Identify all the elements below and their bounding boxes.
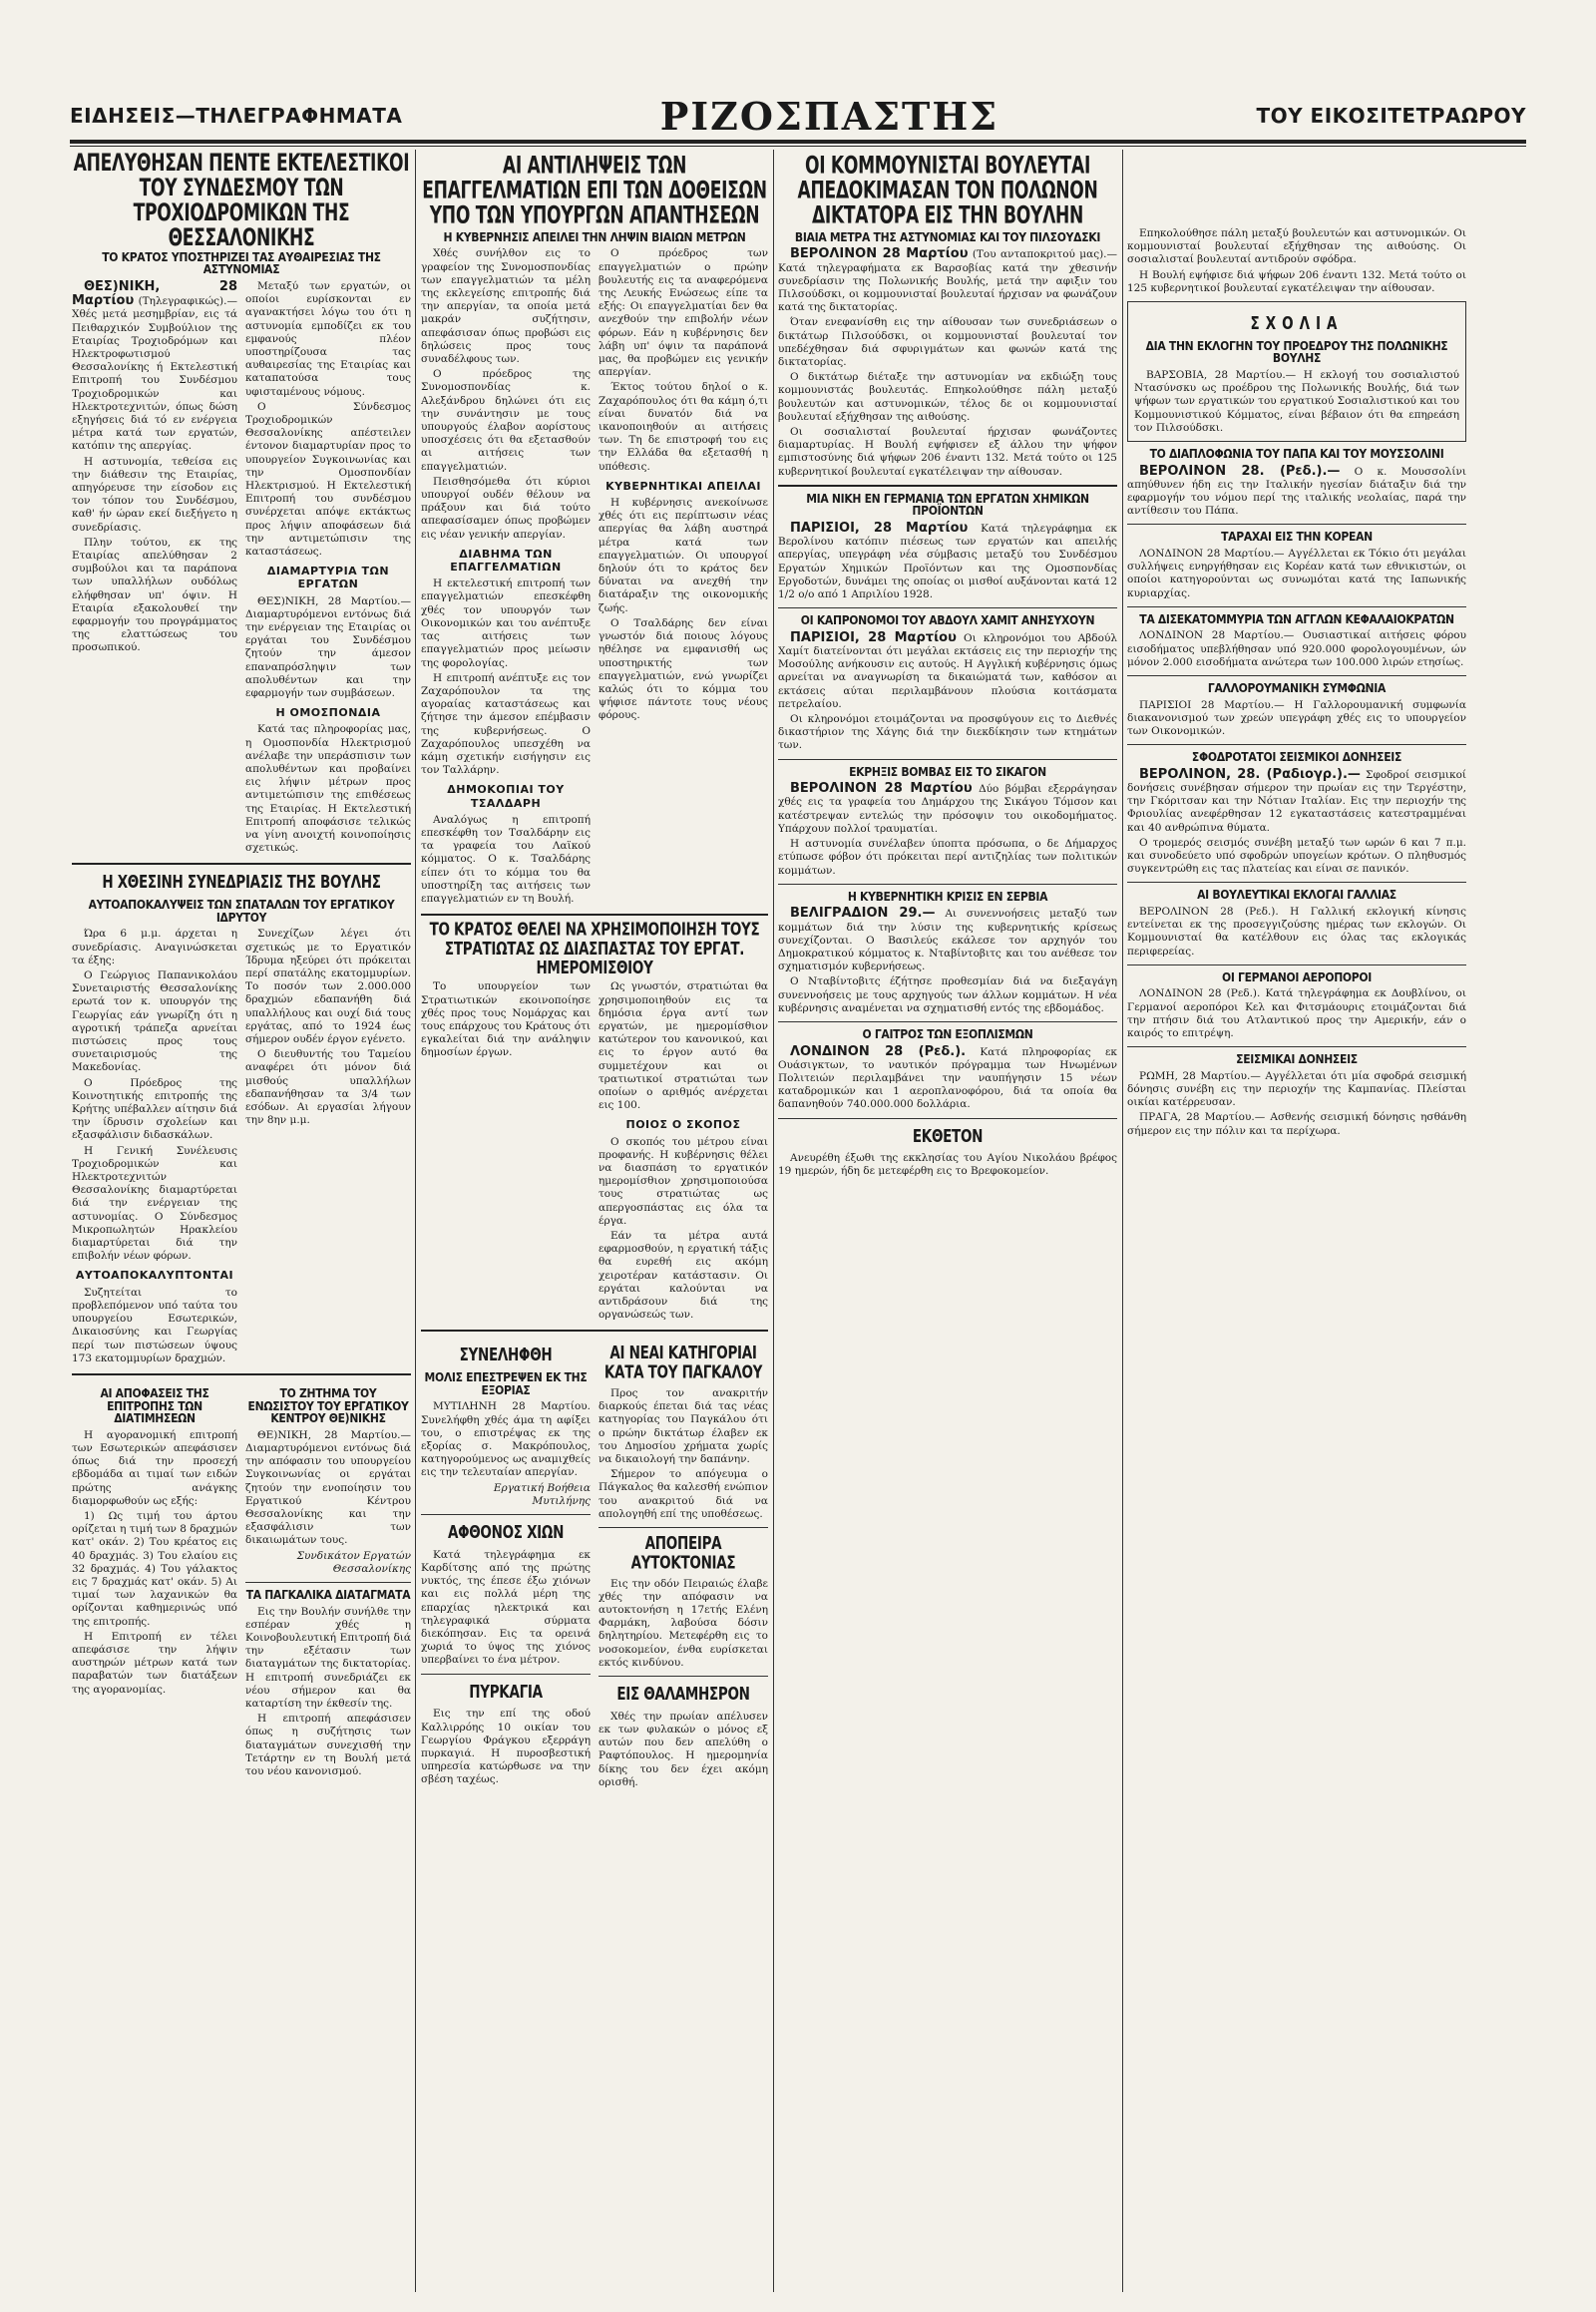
subheadline-labour-institute: ΑΥΤΟΑΠΟΚΑΛΥΨΕΙΣ ΤΩΝ ΣΠΑΤΑΛΩΝ ΤΟΥ ΕΡΓΑΤΙΚΟΥ ΙΔΡΥΤΟΥ (88, 898, 395, 925)
divider (778, 759, 1117, 760)
paragraph: Η εκτελεστική επιτροπή των επαγγελματιών επεσκέφθη χθές τον υπουργόν των Οικονομικών και του ανέπτυξε τας αιτήσεις των επαγγελματιών προς μείωσιν της φορολογίας. (421, 578, 591, 669)
paragraph: ΒΑΡΣΟΒΙΑ, 28 Μαρτίου.— Η εκλογή του σοσιαλιστού Ντασύνσκυ ως προέδρου της Πολωνικής Βουλής, διά των ψήφων των εργατικών του εργατικού Σοσιαλιστικού και του Κομμουνιστικού Κόμματος, είναι βέβαιον ότι θα επηρεάση τον Πιλσούδσκι. (1134, 368, 1459, 434)
headline-pope-mussolini: ΤΟ ΔΙΑΠΛΟΦΩΝΙΑ ΤΟΥ ΠΑΠΑ ΚΑΙ ΤΟΥ ΜΟΥΣΣΟΛΙΝΙ (1149, 446, 1444, 461)
divider (421, 914, 768, 916)
paragraph: ΘΕ)ΝΙΚΗ, 28 Μαρτίου.— Διαμαρτυρόμενοι εντόνως διά την απόφασιν του υπουργείου Συγκοινωνίας οι εργάται ζητούν την ενοποίησιν του Εργατικού Κέντρου Θεσσαλονίκης και την εξασφάλισιν των δικαιωμάτων τους. (245, 1428, 411, 1547)
paragraph: ΡΩΜΗ, 28 Μαρτίου.— Αγγέλλεται ότι μία σφοδρά σεισμική δόνησις συνέβη εις την περιοχήν της Καμπανίας. Πλείσται οικίαι κατέρρευσαν. (1127, 1069, 1466, 1109)
subheading-self-revealed: ΑΥΤΟΑΠΟΚΑΛΥΠΤΟΝΤΑΙ (75, 1269, 234, 1283)
divider (1127, 964, 1466, 965)
headline-comments: ΣΧΟΛΙΑ (1250, 312, 1344, 334)
paragraph: Ο πρόεδρος της Συνομοσπονδίας κ. Αλεξάνδρου δηλώνει ότι εις την συνάντησιν με τους υπουργούς έλαβον αορίστους υποσχέσεις ότι θα εξετασθούν αι αιτήσεις των επαγγελματιών. (421, 368, 591, 473)
paragraph: Σφοδροί σεισμικοί δονήσεις συνέβησαν σήμερον την πρωίαν εις την Τεργέστην, την Γκόριτσαν και την Νότιαν Ιταλίαν. Εις την περιοχήν της Φριουλίας ανεφέρθησαν 12 εγκαταστάσεις κατεστραμμέναι και 40 ανθρώπινα θύματα. (1127, 768, 1466, 834)
column-4 (1127, 150, 1466, 2292)
section-title-right: ΤΟΥ ΕΙΚΟΣΙΤΕΤΡΑΩΡΟΥ (1256, 104, 1526, 128)
headline-labour-centre: ΤΟ ΖΗΤΗΜΑ ΤΟΥ ΕΝΩΣΙΣΤΟΥ ΤΟΥ ΕΡΓΑΤΙΚΟΥ ΚΕΝΤΡΟΥ ΘΕ)ΝΙΚΗΣ (247, 1385, 409, 1426)
divider (1127, 1046, 1466, 1047)
headline-price-committee: ΑΙ ΑΠΟΦΑΣΕΙΣ ΤΗΣ ΕΠΙΤΡΟΠΗΣ ΤΩΝ ΔΙΑΤΙΜΗΣΕΩΝ (100, 1385, 209, 1426)
paragraph: Η επιτροπή ανέπτυξε εις τον Ζαχαρόπουλον τα της αγοραίας καταστάσεως και ζήτησε την άμεσον επέμβασιν της κυβερνήσεως. Ο Ζαχαρόπουλος υπεσχέθη να κάμη σχετικήν εισήγησιν εις τον Ταλλάρην. (421, 671, 591, 777)
article-professionals-body (421, 247, 768, 908)
paragraph: ΒΕΡΟΛΙΝΟΝ 28 (Ρεδ.). Η Γαλλική εκλογική κίνησις εντείνεται εκ της προσεγγιζούσης ημέρας των εκλογών. Οι Κομμουνισταί θα κατέλθουν εις όλας τας εκλογικάς περιφερείας. (1127, 906, 1466, 958)
paragraph: Η επιτροπή απεφάσισεν όπως η συζήτησις των διαταγμάτων συνεχισθή την Τετάρτην εν τη Βουλή μετά του νέου κανονισμού. (245, 1713, 411, 1777)
paragraph: Ο Σύνδεσμος Τροχιοδρομικών Θεσσαλονίκης απέστειλεν έντονον διαμαρτυρίαν προς το υπουργείον Συγκοινωνίας και την Ομοσπονδίαν Ηλεκτρισμού. Η Εκτελεστική Επιτροπή του συνδέσμου συνέρχεται απόψε εκτάκτως προς λήψιν αποφάσεων διά την αντιμετώπισιν της καταστάσεως. (245, 400, 411, 558)
paragraph: Πεισθησόμεθα ότι κύριοι υπουργοί ουδέν θέλουν να πράξουν και διά τούτο απεφασίσαμεν όπως προβώμεν εις νέαν γενικήν απεργίαν. (421, 475, 591, 541)
paragraph: Ο δικτάτωρ διέταξε την αστυνομίαν να εκδιώξη τους κομμουνιστάς βουλευτάς. Επηκολούθησε πάλη μεταξύ βουλευτών και αστυνομικών, τέλος δε οι κομμουνισταί βουλευταί εξήχθησαν της αιθούσης. (778, 371, 1117, 423)
subheadline-police-arbitrariness: ΤΟ ΚΡΑΤΟΣ ΥΠΟΣΤΗΡΙΖΕΙ ΤΑΣ ΑΥΘΑΙΡΕΣΙΑΣ ΤΗΣ ΑΣΤΥΝΟΜΙΑΣ (102, 249, 381, 277)
paragraph: Αι συνεννοήσεις μεταξύ των κομμάτων διά την λύσιν της κυβερνητικής κρίσεως συνεχίζονται. Ο Βασιλεύς εκάλεσε τον αρχηγόν του Δημοκρατικού κόμματος κ. Νταβίντοβιτς και του ανέθεσε τον σχηματισμόν κυβερνήσεως. (778, 908, 1117, 973)
subheadline-pilsudski: ΒΙΑΙΑ ΜΕΤΡΑ ΤΗΣ ΑΣΤΥΝΟΜΙΑΣ ΚΑΙ ΤΟΥ ΠΙΛΣΟΥΔΣΚΙ (794, 229, 1101, 244)
headline-chicago-bomb: ΕΚΡΗΞΙΣ ΒΟΜΒΑΣ ΕΙΣ ΤΟ ΣΙΚΑΓΟΝ (849, 764, 1046, 779)
paragraph: Επηκολούθησε πάλη μεταξύ βουλευτών και αστυνομικών. Οι κομμουνισταί βουλευταί εξήχθησαν της αιθούσης. Οι σοσιαλισταί βουλευταί αντιδρούν σφόδρα. (1127, 227, 1466, 266)
headline-polish-dictator: ΟΙ ΚΟΜΜΟΥΝΙΣΤΑΙ ΒΟΥΛΕΥΤΑΙ ΑΠΕΔΟΚΙΜΑΣΑΝ ΤΟΝ ΠΟΛΩΝΟΝ ΔΙΚΤΑΤΟΡΑ ΕΙΣ ΤΗΝ ΒΟΥΛΗΝ (797, 152, 1098, 229)
paragraph: Η αγορανομική επιτροπή των Εσωτερικών απεφάσισεν όπως διά την προσεχή εβδομάδα αι τιμαί των ειδών πρώτης ανάγκης διαμορφωθούν ως εξής: (72, 1428, 237, 1507)
column-divider (773, 150, 774, 2292)
divider (421, 1514, 591, 1515)
masthead-rule (70, 140, 1526, 144)
paragraph: ΠΑΡΙΣΙΟΙ 28 Μαρτίου.— Η Γαλλορουμανική συμφωνία διακανονισμού των χρεών υπεγράφη χθές εις το υπουργείον των Οικονομικών. (1127, 698, 1466, 737)
subheadline-returned-exile: ΜΟΛΙΣ ΕΠΕΣΤΡΕΨΕΝ ΕΚ ΤΗΣ ΕΞΟΡΙΑΣ (424, 1370, 588, 1397)
paragraph: Οι σοσιαλισταί βουλευταί ήρχισαν φωνάζοντες διαμαρτυρίας. Η Βουλή εψήφισεν εξ άλλου την ψήφον εμπιστοσύνης διά ψήφων 206 έναντι 132. Μετά τούτο οι 125 κυβερνητικοί βουλευταί εγκατέλειψαν την αίθουσαν. (778, 426, 1117, 478)
divider (1127, 744, 1466, 745)
spacer (1127, 150, 1466, 227)
dateline: ΠΑΡΙΣΙΟΙ, 28 Μαρτίου (790, 629, 957, 645)
article-trolley-body (72, 280, 411, 858)
headline-fire: ΠΥΡΚΑΓΙΑ (469, 1680, 543, 1703)
paragraph: Οι κληρονόμοι του Αβδούλ Χαμίτ διατείνονται ότι μεγάλαι εκτάσεις εις την περιοχήν της Μοσούλης ανήκουσιν εις αυτούς. Η Αγγλική κυβέρνησις όμως αρνείται να αναγνωρίση τα δικαιώματά των, καθόσον αι εκτάσεις αύται περιλαμβάνουν πλούσια κοιτάσματα πετρελαίου. (778, 631, 1117, 710)
headline-franco-romanian: ΓΑΛΛΟΡΟΥΜΑΝΙΚΗ ΣΥΜΦΩΝΙΑ (1207, 680, 1387, 695)
headline-foundling: ΕΚΘΕΤΟΝ (912, 1124, 984, 1147)
headline-pangalos-decrees: ΤΑ ΠΑΓΚΑΛΙΚΑ ΔΙΑΤΑΓΜΑΤΑ (245, 1587, 411, 1602)
masthead (70, 93, 1526, 139)
paragraph: Εάν τα μέτρα αυτά εφαρμοσθούν, η εργατική τάξις θα ευρεθή εις ακόμη χειροτέραν κατάστασιν. Οι εργάται καλούνται να αντιδράσουν διά της οργανώσεώς των. (598, 1230, 768, 1322)
paragraph: Ο πρόεδρος των επαγγελματιών ο πρώην βουλευτής εις τα αναφερόμενα της Λευκής Ενώσεως είπε τα εξής: Οι επαγγελματίαι δεν θα ανεχθούν την επιβολήν νέων φόρων. Εάν η κυβέρνησις δεν λάβη υπ' όψιν τα παράπονά μας, θα προβώμεν εις γενικήν απεργίαν. (598, 247, 768, 379)
paragraph: Δύο βόμβαι εξερράγησαν χθές εις τα γραφεία του Δημάρχου της Σικάγου Τόμσον και κατέστρεψαν εντελώς την πρόσοψιν του οικοδομήματος. Υπάρχουν πολλοί τραυματίαι. (778, 783, 1117, 835)
dateline: ΠΑΡΙΣΙΟΙ, 28 Μαρτίου (790, 521, 969, 537)
column-1 (72, 150, 411, 2292)
paragraph: Αναλόγως η επιτροπή επεσκέφθη τον Τσαλδάρην εις τα γραφεία του Λαϊκού κόμματος. Ο κ. Τσαλδάρης είπεν ότι το κόμμα του θα υποστηρίξη τας αιτήσεις των επαγγελματιών εν τη Βουλή. (421, 813, 591, 905)
divider (245, 1582, 411, 1583)
headline-korea-unrest: ΤΑΡΑΧΑΙ ΕΙΣ ΤΗΝ ΚΟΡΕΑΝ (1221, 530, 1373, 545)
subheading-federation: Η ΟΜΟΣΠΟΝΔΙΑ (275, 706, 381, 720)
paragraph: ΘΕΣ)ΝΙΚΗ, 28 Μαρτίου.— Διαμαρτυρόμενοι εντόνως διά την ενέργειαν της Εταιρίας οι εργάται του Συνδέσμου ζητούν την άμεσον επαναπρόσληψιν των απολυθέντων και την εφαρμογήν των συμβάσεων. (245, 594, 411, 700)
paragraph: Η Γενική Συνέλευσις Τροχιοδρομικών και Ηλεκτροτεχνιτών Θεσσαλονίκης διαμαρτύρεται διά την ενέργειαν της αστυνομίας. Ο Σύνδεσμος Μικροπωλητών Ηρακλείου διαμαρτύρεται διά την επιβολήν νέων φόρων. (72, 1144, 237, 1263)
divider (72, 863, 411, 865)
divider (778, 485, 1117, 487)
paragraph: Κατά πληροφορίας εκ Ουάσιγκτων, το ναυτικόν πρόγραμμα των Ηνωμένων Πολιτειών περιλαμβάνει την ναυπήγησιν 15 νέων καταδρομικών και 1 αεροπλανοφόρου, διά τα οποία θα δαπανηθούν 740.000.000 δολλάρια. (778, 1045, 1117, 1111)
paragraph: 1) Ως τιμή του άρτου ορίζεται η τιμή των 8 δραχμών κατ' οκάν. 2) Του κρέατος εις 40 δραχμάς. 3) Του ελαίου εις 32 δραχμάς. 4) Του γάλακτος εις 7 δραχμάς κατ' οκάν. 5) Αι τιμαί των λαχανικών θα ορίζονται καθημερινώς υπό της επιτροπής. (72, 1509, 237, 1628)
dateline: ΒΕΡΟΛΙΝΟΝ 28. (Ρεδ.).— (1139, 463, 1341, 479)
dateline: ΘΕΣ)ΝΙΚΗ, 28 Μαρτίου (72, 279, 237, 309)
paragraph: Οι κληρονόμοι ετοιμάζονται να προσφύγουν εις το Διεθνές δικαστήριον της Χάγης διά την διεκδίκησιν των κτημάτων των. (778, 713, 1117, 752)
paragraph: Ο κ. Μουσσολίνι απηύθυνεν ήδη εις την Ιταλικήν ηγεσίαν διάταξιν διά την εφαρμογήν του νόμου περί της ιταλικής νεολαίας, παρά την αντίθεσιν του Πάπα. (1127, 465, 1466, 518)
column-divider (1122, 150, 1123, 2292)
masthead-rule-thin (70, 146, 1526, 147)
headline-german-aviators: ΟΙ ΓΕΡΜΑΝΟΙ ΑΕΡΟΠΟΡΟΙ (1221, 969, 1373, 984)
column-2 (421, 150, 768, 2292)
divider (1127, 882, 1466, 883)
dateline: ΒΕΡΟΛΙΝΟΝ 28 Μαρτίου (790, 246, 969, 262)
divider (778, 607, 1117, 608)
headline-french-elections: ΑΙ ΒΟΥΛΕΥΤΙΚΑΙ ΕΚΛΟΓΑΙ ΓΑΛΛΙΑΣ (1197, 888, 1396, 903)
headline-seismic-shocks: ΣΕΙΣΜΙΚΑΙ ΔΟΝΗΣΕΙΣ (1236, 1052, 1358, 1067)
paragraph: Ανευρέθη έξωθι της εκκλησίας του Αγίου Νικολάου βρέφος 19 ημερών, ήδη δε μετεφέρθη εις το Βρεφοκομείον. (778, 1152, 1117, 1178)
divider (598, 1527, 768, 1528)
paragraph: Εις την επί της οδού Καλλιρρόης 10 οικίαν του Γεωργίου Φράγκου εξερράγη πυρκαγιά. Η πυροσβεστική υπηρεσία κατώρθωσε να την σβέση ταχέως. (421, 1708, 591, 1786)
paragraph: Ο σκοπός του μέτρου είναι προφανής. Η κυβέρνησις θέλει να διασπάση το εργατικόν ημερομίσθιον χρησιμοποιούσα τους στρατιώτας ως απεργοσπάστας εις όλα τα έργα. (598, 1135, 768, 1227)
dateline: ΒΕΛΙΓΡΑΔΙΟΝ 29.— (790, 906, 936, 922)
paragraph: Κατά τηλεγράφημα εκ Βερολίνου κατόπιν πιέσεως των εργατών και απειλής απεργίας, υπεγράφη νέα σύμβασις μεταξύ του Συνδέσμου Εργατών Χημικών Προϊόντων και της Ομοσπονδίας Εργοδοτών, δυνάμει της οποίας οι μισθοί αυξάνονται κατά 12 1/2 ο/ο από 1 Απριλίου 1928. (778, 523, 1117, 601)
paragraph: Πλην τούτου, εκ της Εταιρίας απελύθησαν 2 συμβούλοι και τα παράπονα των υπαλλήλων ουδόλως ελήφθησαν υπ' όψιν. Η Εταιρία εξακολουθεί την εφαρμογήν του προγράμματος της ελαττώσεως του προσωπικού. (72, 536, 237, 654)
divider (421, 1330, 768, 1332)
headline-serbia-crisis: Η ΚΥΒΕΡΝΗΤΙΚΗ ΚΡΙΣΙΣ ΕΝ ΣΕΡΒΙΑ (847, 889, 1048, 904)
headline-suicide-attempt: ΑΠΟΠΕΙΡΑ ΑΥΤΟΚΤΟΝΙΑΣ (630, 1532, 736, 1573)
headline-arrested: ΣΥΝΕΛΗΦΘΗ (459, 1344, 553, 1366)
paragraph: Κατά τηλεγράφημα εκ Καρδίτσης από της πρώτης νυκτός, της έπεσε έξω χιόνων και εις πολλά μέρη της επαρχίας ηλεκτρικά και τηλεγραφικά σύρματα διεκόπησαν. Εις τα ορεινά χωριά το ύψος της χιόνος υπερβαίνει το ένα μέτρον. (421, 1548, 591, 1667)
divider (1127, 524, 1466, 525)
subheading-tsaldaris: ΔΗΜΟΚΟΠΙΑΙ ΤΟΥ ΤΣΑΛΔΑΡΗ (447, 783, 565, 810)
paragraph: Συζητείται το προβλεπόμενον υπό ταύτα του υπουργείου Εσωτερικών, Δικαιοσύνης και Γεωργίας περί των πιστώσεων ύψους 173 εκατομμυρίων δραχμών. (72, 1286, 237, 1364)
subheading-professionals-step: ΔΙΑΒΗΜΑ ΤΩΝ ΕΠΑΓΓΕΛΜΑΤΙΩΝ (450, 547, 562, 575)
paragraph: Ο Τσαλδάρης δεν είναι γνωστόν διά ποιους λόγους ηθέλησε να εμφανισθή ως υποστηρικτής των επαγγελματιών, ενώ γνωρίζει καλώς ότι το κόμμα του ψήφισε πάντοτε τους νέους φόρους. (598, 616, 768, 722)
paragraph: Έκτος τούτου δηλοί ο κ. Ζαχαρόπουλος ότι θα κάμη ό,τι είναι δυνατόν διά να ικανοποιηθούν αι αιτήσεις των. Τη δε επιστροφή του εις την Ελλάδα θα εξετασθή η υπόθεσις. (598, 381, 768, 473)
headline-british-capitalists: ΤΑ ΔΙΣΕΚΑΤΟΜΜΥΡΙΑ ΤΩΝ ΑΓΓΛΩΝ ΚΕΦΑΛΑΙΟΚΡΑΤΩΝ (1139, 611, 1454, 626)
headline-parliament-session: Η ΧΘΕΣΙΝΗ ΣΥΝΕΔΡΙΑΣΙΣ ΤΗΣ ΒΟΥΛΗΣ (102, 871, 381, 894)
paragraph: ΠΡΑΓΑ, 28 Μαρτίου.— Ασθενής σεισμική δόνησις ησθάνθη σήμερον εις την πόλιν και τα περίχωρα. (1127, 1111, 1466, 1137)
bottom-articles-col1 (72, 1381, 411, 1780)
signature: Εργατική Βοήθεια Μυτιλήνης (493, 1481, 591, 1507)
paragraph: Η κυβέρνησις ανεκοίνωσε χθές ότι εις περίπτωσιν νέας απεργίας θα λάβη αυστηρά μέτρα κατά των επαγγελματιών. Οι υπουργοί δηλούν ότι το κράτος δεν δύναται να ανεχθή την διατάραξιν της οικονομικής ζωής. (598, 497, 768, 614)
comments-box (1127, 301, 1466, 442)
paragraph: Ο διευθυντής του Ταμείου αναφέρει ότι μόνον διά μισθούς υπαλλήλων εδαπανήθησαν τα 3/4 των εσόδων. Αι εργασίαι λήγουν την 8ην μ.μ. (245, 1048, 411, 1127)
divider (421, 1674, 591, 1675)
subheading-workers-protest: ΔΙΑΜΑΡΤΥΡΙΑ ΤΩΝ ΕΡΓΑΤΩΝ (266, 565, 390, 591)
paragraph: Μεταξύ των εργατών, οι οποίοι ευρίσκονται εν αγανακτήσει λόγω του ότι η αστυνομία εμποδίζει εκ του εμφανούς πλέον υποστηρίζουσα τας αυθαιρεσίας της Εταιρίας και καταπατούσα τους υφισταμένους νόμους. (245, 279, 411, 398)
paragraph: Ο τρομερός σεισμός συνέβη μεταξύ των ωρών 6 και 7 π.μ. και συνοδεύετο υπό σφοδρών υπογείων κρότων. Ο πληθυσμός συγκεντρώθη εις τας πλατείας και είναι σε πανικόν. (1127, 836, 1466, 876)
paragraph: Εις την οδόν Πειραιώς έλαβε χθές την απόφασιν να αυτοκτονήση η 17ετής Ελένη Φαρμάκη, λαβούσα δόσιν δηλητηρίου. Μετεφέρθη εις το νοσοκομείον, ένθα ευρίσκεται εκτός κινδύνου. (598, 1577, 768, 1669)
paragraph: Συνεχίζων λέγει ότι σχετικώς με το Εργατικόν Ίδρυμα ηξεύρει ότι πρόκειται περί σπατάλης εκατομμυρίων. Το ποσόν των 2.000.000 δραχμών εδαπανήθη διά υπαλλήλους και ουχί διά τους εργάτας, από το 1924 έως σήμερον ουδέν έργον εγένετο. (245, 928, 411, 1046)
subheadline-government-threat: Η ΚΥΒΕΡΝΗΣΙΣ ΑΠΕΙΛΕΙ ΤΗΝ ΛΗΨΙΝ ΒΙΑΙΩΝ ΜΕΤΡΩΝ (443, 229, 746, 244)
paragraph: Ο Νταβίντοβιτς έζήτησε προθεσμίαν διά να διεξαγάγη συνεννοήσεις με τους αρχηγούς των άλλων κομμάτων. Η νέα κυβέρνησις αναμένεται να σχηματισθή εντός της εβδομάδος. (778, 975, 1117, 1014)
paragraph: Κατά τας πληροφορίας μας, η Ομοσπονδία Ηλεκτρισμού ανέλαβε την υπεράσπισιν των απολυθέντων και προβαίνει εις λήψιν μέτρων προς αντιμετώπισιν της επιθέσεως της Εταιρίας. Η Εκτελεστική Επιτροπή αποφάσισε τελικώς να γίνη ανοιχτή κοινοποίησις σχετικώς. (245, 723, 411, 855)
paragraph: Ο Γεώργιος Παπανικολάου Συνεταιριστής Θεσσαλονίκης ερωτά τον κ. υπουργόν της Γεωργίας εάν γνωρίζη ότι η αγροτική τράπεζα αρνείται πιστώσεις προς τους συνεταιρισμούς της Μακεδονίας. (72, 969, 237, 1074)
paragraph: Ο Πρόεδρος της Κοινοτητικής επιτροπής της Κρήτης υπέβαλλεν αίτησιν διά την ίδρυσιν σχολείων και εξασφάλισιν διδασκάλων. (72, 1076, 237, 1142)
dateline: ΒΕΡΟΛΙΝΟΝ 28 Μαρτίου (790, 781, 973, 797)
paragraph: Εις την Βουλήν συνήλθε την εσπέραν χθές η Κοινοβουλευτική Επιτροπή διά την εξέτασιν των διαταγμάτων της δικτατορίας. Η επιτροπή συνεδριάζει εκ νέου σήμερον και θα καταρτίση την έκθεσίν της. (245, 1605, 411, 1710)
paragraph: (Του ανταποκριτού μας).— Κατά τηλεγραφήματα εκ Βαρσοβίας κατά την χθεσινήν συνεδρίασιν της Πολωνικής Βουλής, μετά την αφιξιν του Πιλσούδσκι, οι κομμουνισταί βουλευταί ήρχισαν να φωνάζουν κατά της δικτατορίας. (778, 248, 1117, 314)
bottom-articles-col2 (421, 1338, 768, 1790)
column-3 (778, 150, 1117, 2292)
section-title-left: ΕΙΔΗΣΕΙΣ—ΤΗΛΕΓΡΑΦΗΜΑΤΑ (70, 104, 403, 128)
newspaper-title: ΡΙΖΟΣΠΑΣΤΗΣ (659, 93, 999, 139)
column-divider (415, 150, 416, 2292)
divider (598, 1676, 768, 1677)
subheading-purpose: ΠΟΙΟΣ Ο ΣΚΟΠΟΣ (625, 1118, 741, 1132)
paragraph: ΛΟΝΔΙΝΟΝ 28 Μαρτίου.— Αγγέλλεται εκ Τόκιο ότι μεγάλαι συλλήψεις ενηργήθησαν εις Κορέαν κατά των εθνικιστών, οι οποίοι κατηγορούνται ως συνωμόται κατά της Ιαπωνικής κυριαρχίας. (1127, 547, 1466, 599)
subheading-government-threats: ΚΥΒΕΡΝΗΤΙΚΑΙ ΑΠΕΙΛΑΙ (605, 479, 761, 493)
headline-armaments: Ο ΓΑΙΤΡΟΣ ΤΩΝ ΕΞΟΠΛΙΣΜΩΝ (862, 1026, 1033, 1041)
paragraph: Σήμερον το απόγευμα ο Πάγκαλος θα καλεσθή ενώπιον του ανακριτού διά να απολογηθή επί της υποθέσεως. (598, 1468, 768, 1520)
headline-soldiers-wage: ΤΟ ΚΡΑΤΟΣ ΘΕΛΕΙ ΝΑ ΧΡΗΣΙΜΟΠΟΙΗΣΗ ΤΟΥΣ ΣΤΡΑΤΙΩΤΑΣ ΩΣ ΔΙΑΣΠΑΣΤΑΣ ΤΟΥ ΕΡΓΑΤ. ΗΜΕΡΟΜΙΣΘΙΟΥ (429, 919, 760, 978)
divider (72, 1373, 411, 1375)
paragraph: Ώρα 6 μ.μ. άρχεται η συνεδρίασις. Αναγινώσκεται τα έξης: (72, 928, 237, 966)
paragraph: ΛΟΝΔΙΝΟΝ 28 (Ρεδ.). Κατά τηλεγράφημα εκ Δουβλίνου, οι Γερμανοί αεροπόροι Κελ και Φιτσμάουρις ετοιμάζονται διά την πτήσιν διά του Ατλαντικού προς την Αμερικήν, εάν ο καιρός το επιτρέψη. (1127, 987, 1466, 1040)
headline-trolley-dismissals: ΑΠΕΛΥΘΗΣΑΝ ΠΕΝΤΕ ΕΚΤΕΛΕΣΤΙΚΟΙ ΤΟΥ ΣΥΝΔΕΣΜΟΥ ΤΩΝ ΤΡΟΧΙΟΔΡΟΜΙΚΩΝ ΤΗΣ ΘΕΣΣΑΛΟΝΙΚΗΣ (73, 150, 410, 251)
article-soldiers-body (421, 980, 768, 1324)
divider (1127, 675, 1466, 676)
headline-heavy-snow: ΑΦΘΟΝΟΣ ΧΙΩΝ (447, 1521, 565, 1543)
paragraph: Ως γνωστόν, στρατιώται θα χρησιμοποιηθούν εις τα δημόσια έργα αντί των εργατών, με ημερομίσθιον κατώτερον του κανονικού, και εις το έργον αυτό θα συμμετέχουν και οι τρατιωτικοί στρατιώται των οποίων ο αριθμός ανέρχεται εις 100. (598, 980, 768, 1112)
paragraph: Όταν ενεφανίσθη εις την αίθουσαν των συνεδριάσεων ο δικτάτωρ Πιλσούδσκι, οι κομμουνισταί βουλευταί τον υπεδέχθησαν διά σφυριγμάτων και φωνών κατά της δικτατορίας. (778, 316, 1117, 369)
paragraph: Η αστυνομία, τεθείσα εις την διάθεσιν της Εταιρίας, απηγόρευσε την είσοδον εις τον τόπον του Συνδέσμου, καθ' ήν ώραν εκεί διεξήγετο η συνεδρίασις. (72, 455, 237, 534)
dateline: ΛΟΝΔΙΝΟΝ 28 (Ρεδ.). (790, 1043, 967, 1059)
headline-released: ΕΙΣ ΘΑΛΑΜΗΣΡΟΝ (616, 1682, 750, 1705)
paragraph: ΛΟΝΔΙΝΟΝ 28 Μαρτίου.— Ουσιαστικαί αιτήσεις φόρου εισοδήματος υπεβλήθησαν υπό 920.000 φορολογουμένων, ών μόνον 2.000 εισοδήματα ανώτερα των 100.000 λιρών ετησίως. (1127, 629, 1466, 668)
paragraph: Χθές συνήλθον εις το γραφείον της Συνομοσπονδίας των επαγγελματιών τα μέλη της εκλεγείσης επιτροπής διά την απεργίαν, τα οποία μετά μακράν συζήτησιν, απεφάσισαν όπως προβώσι εις δηλώσεις προς τους συναδέλφους των. (421, 247, 591, 366)
headline-earthquakes: ΣΦΟΔΡΟΤΑΤΟΙ ΣΕΙΣΜΙΚΟΙ ΔΟΝΗΣΕΙΣ (1191, 750, 1402, 765)
headline-germany-chemical-workers: ΜΙΑ ΝΙΚΗ ΕΝ ΓΕΡΜΑΝΙΑ ΤΩΝ ΕΡΓΑΤΩΝ ΧΗΜΙΚΩΝ ΠΡΟΪΟΝΤΩΝ (806, 491, 1089, 519)
paragraph: Η Επιτροπή εν τέλει απεφάσισε την λήψιν αυστηρών μέτρων κατά των παραβατών των διατάξεων της αγορανομίας. (72, 1630, 237, 1696)
divider (778, 1118, 1117, 1119)
paragraph: Το υπουργείον των Στρατιωτικών εκοινοποίησε χθές προς τους Νομάρχας και τους επάρχους του Κράτους ότι εγκαλείται διά την ανάληψιν δημοσίων έργων. (421, 980, 591, 1059)
divider (778, 884, 1117, 885)
article-parliament-body (72, 928, 411, 1367)
headline-abdul-hamid-heirs: ΟΙ ΚΑΠΡΟΝΟΜΟΙ ΤΟΥ ΑΒΔΟΥΛ ΧΑΜΙΤ ΑΝΗΣΥΧΟΥΝ (800, 613, 1095, 628)
paragraph: Χθές την πρωίαν απέλυσεν εκ των φυλακών ο μόνος εξ αυτών που δεν απελύθη ο Ραφτόπουλος. Η ημερομηνία δίκης του δεν έχει ακόμη ορισθή. (598, 1710, 768, 1788)
headline-new-charges-pangalos: ΑΙ ΝΕΑΙ ΚΑΤΗΓΟΡΙΑΙ ΚΑΤΑ ΤΟΥ ΠΑΓΚΑΛΟΥ (603, 1342, 763, 1383)
paragraph: Η αστυνομία συνέλαβεν ύποπτα πρόσωπα, ο δε Δήμαρχος ετύπωσε φόβον ότι πρόκειται περί αντιζηλίας των πολιτικών κομμάτων. (778, 838, 1117, 877)
paragraph: Προς τον ανακριτήν διαρκούς έπεται διά τας νέας κατηγορίας του Παγκάλου ότι ο πρώην δικτάτωρ έλαβεν εκ του Δημοσίου χρήματα χωρίς να δικαιολογή την δαπάνην. (598, 1386, 768, 1465)
paragraph: (Τηλεγραφικώς).— Χθές μετά μεσημβρίαν, εις τά Πειθαρχικόν Συμβούλιον της Εταιρίας Τροχιοδρόμων και Ηλεκτροφωτισμού Θεσσαλονίκης ή Εκτελεστική Επιτροπή του Συνδέσμου Τροχιοδρομικών και Ηλεκτροτεχνιτών, όπως δώση εξηγήσεις διά τό εν ενέργεια μέτρα κατά των εργατών, κατόπιν της απεργίας. (72, 295, 237, 453)
signature: Συνδικάτον Εργατών Θεσσαλονίκης (296, 1549, 411, 1575)
headline-professionals: ΑΙ ΑΝΤΙΛΗΨΕΙΣ ΤΩΝ ΕΠΑΓΓΕΛΜΑΤΙΩΝ ΕΠΙ ΤΩΝ ΔΟΘΕΙΣΩΝ ΥΠΟ ΤΩΝ ΥΠΟΥΡΓΩΝ ΑΠΑΝΤΗΣΕΩΝ (422, 152, 767, 229)
divider (1127, 606, 1466, 607)
dateline: ΒΕΡΟΛΙΝΟΝ, 28. (Ραδιογρ.).— (1139, 766, 1361, 782)
paragraph: ΜΥΤΙΛΗΝΗ 28 Μαρτίου. Συνελήφθη χθές άμα τη αφίξει του, ο επιστρέψας εκ της εξορίας σ. Μακρόπουλος, κατηγορούμενος ως αναμιχθείς εις την τελευταίαν απεργίαν. (421, 1400, 591, 1479)
subheadline-polish-speaker: ΔΙΑ ΤΗΝ ΕΚΛΟΓΗΝ ΤΟΥ ΠΡΟΕΔΡΟΥ ΤΗΣ ΠΟΛΩΝΙΚΗΣ ΒΟΥΛΗΣ (1145, 338, 1448, 366)
divider (778, 1021, 1117, 1022)
paragraph: Η Βουλή εψήφισε διά ψήφων 206 έναντι 132. Μετά τούτο οι 125 κυβερνητικοί βουλευταί εγκατέλειψαν την αίθουσαν. (1127, 268, 1466, 294)
